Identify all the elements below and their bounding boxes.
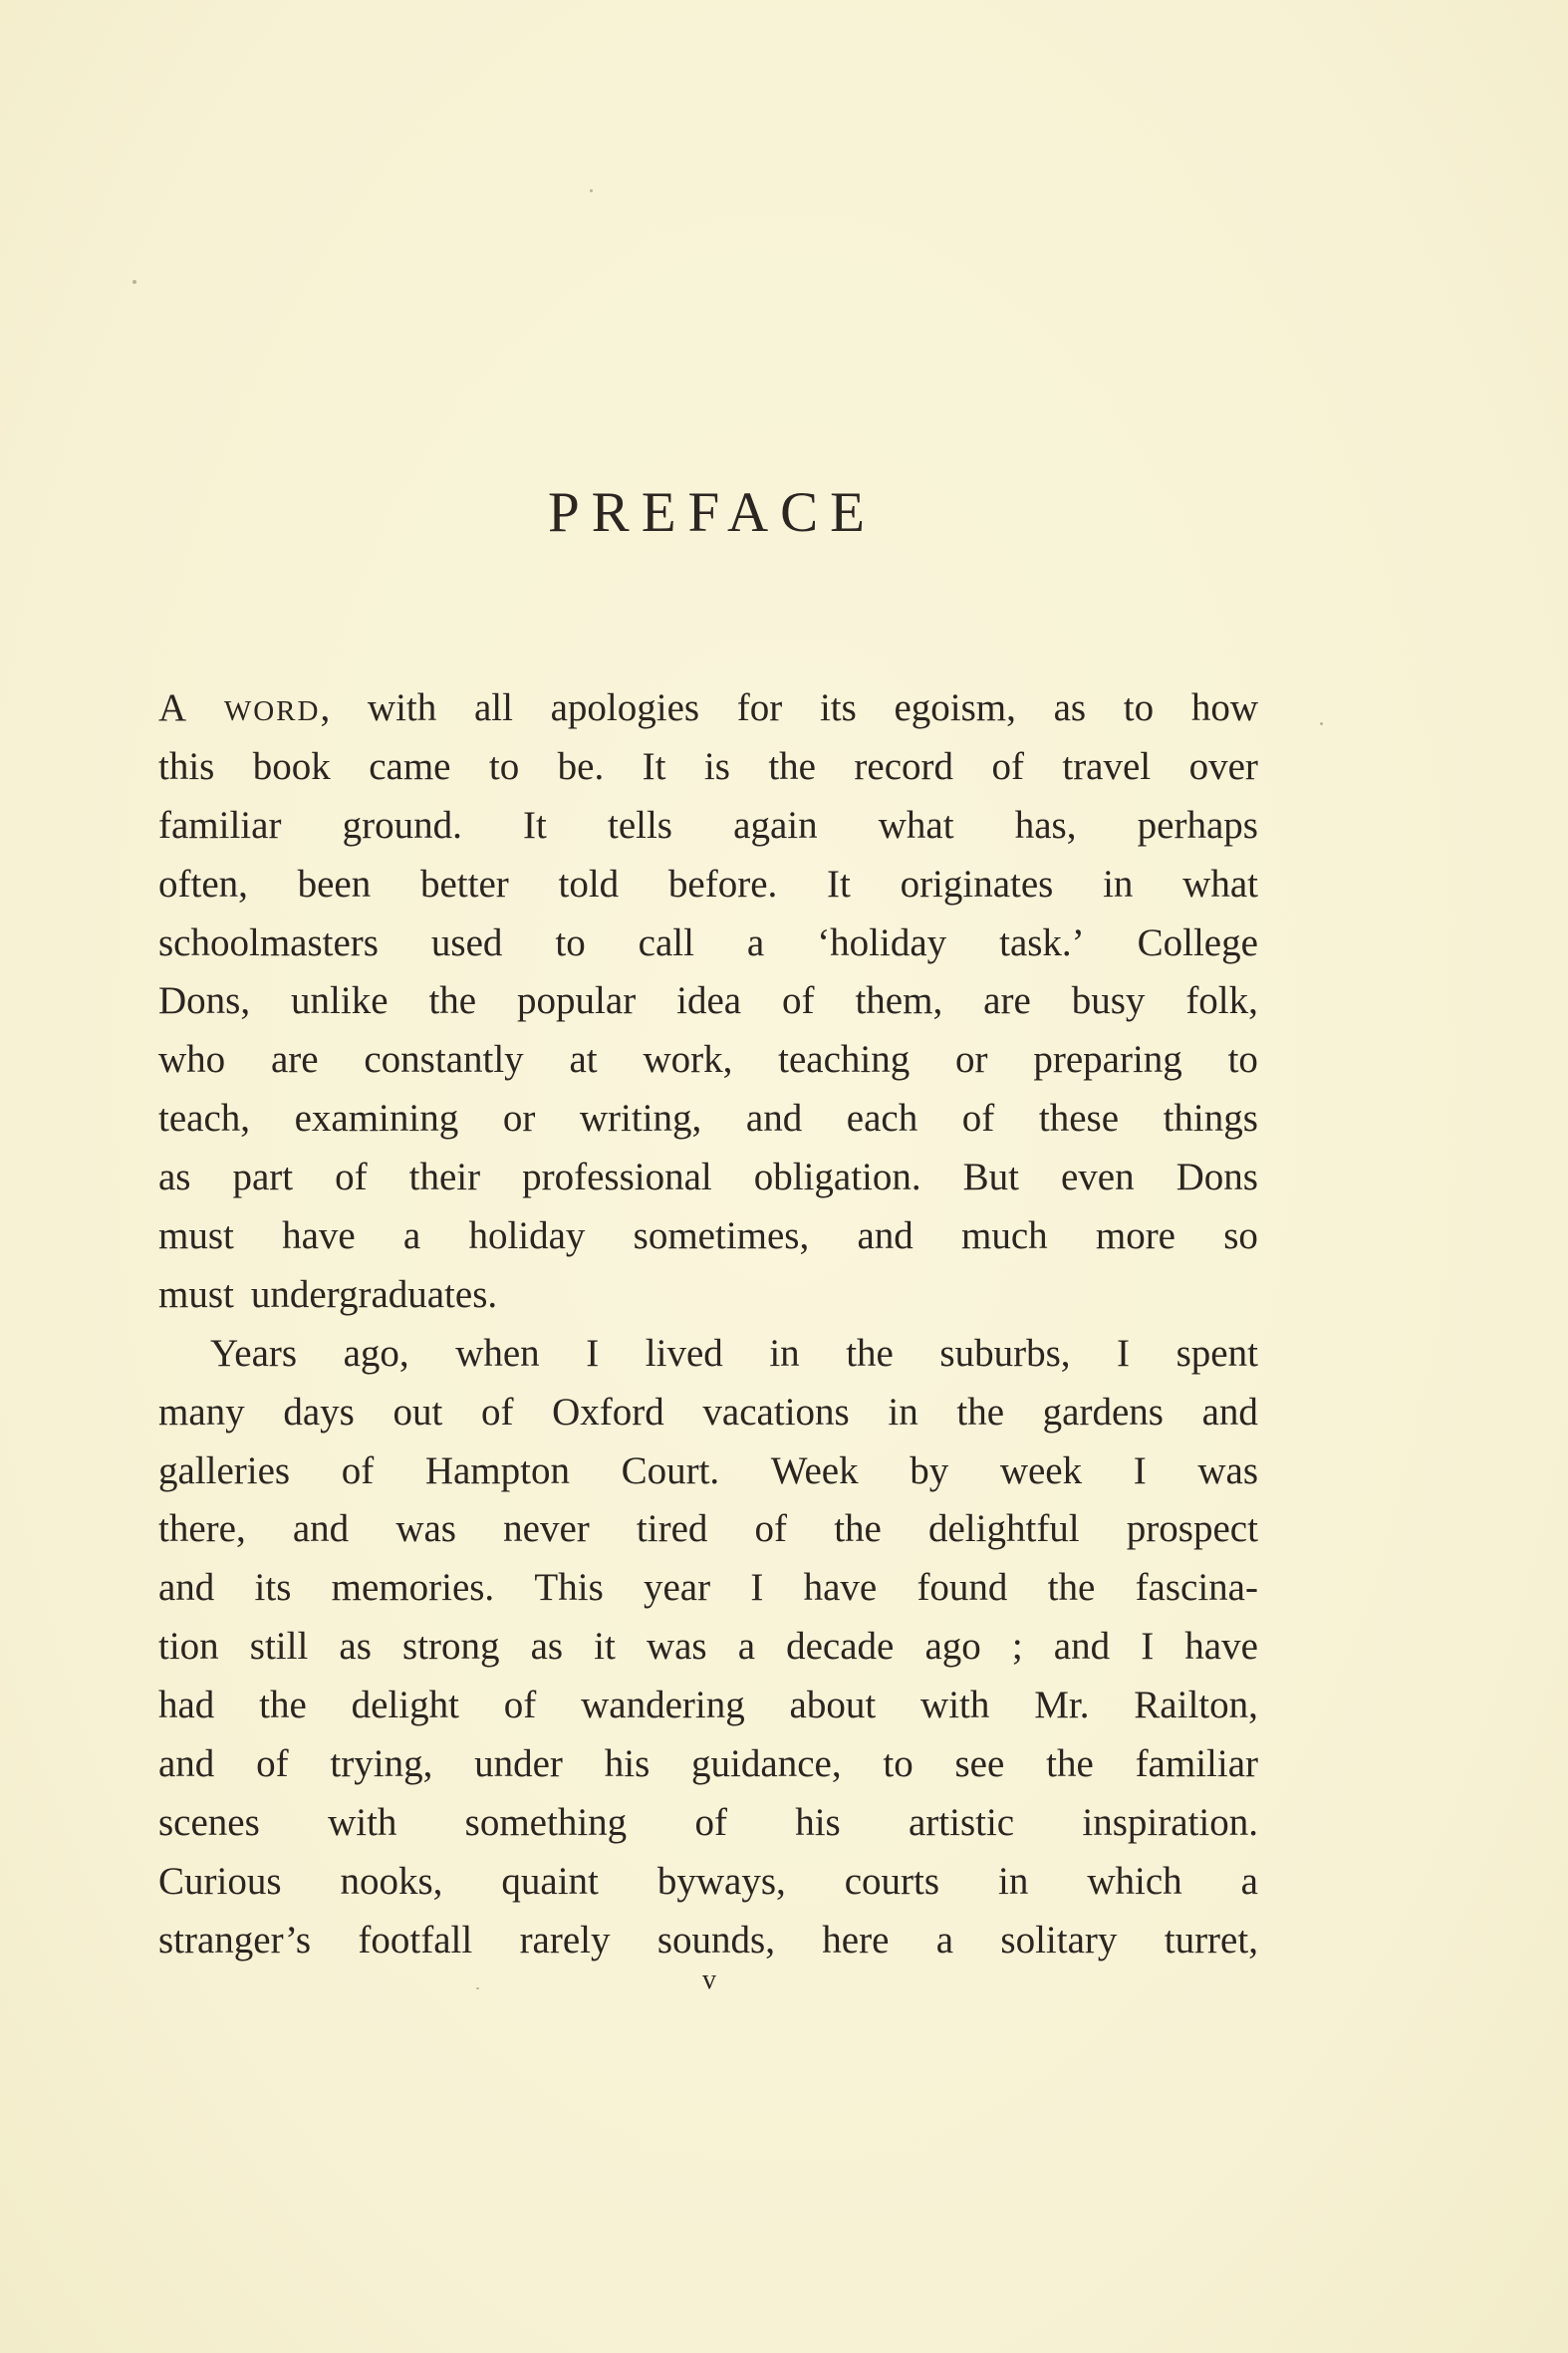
text-line: stranger’s footfall rarely sounds, here a solitary turret,	[158, 1918, 1258, 1961]
text-line: galleries of Hampton Court. Week by week I was	[158, 1448, 1258, 1492]
paper-speck	[1320, 722, 1323, 725]
preface-body	[158, 679, 1258, 1970]
paper-speck	[590, 189, 593, 192]
text-line: who are constantly at work, teaching or preparing to	[158, 1038, 1258, 1082]
text-line: there, and was never tired of the delightful prospect	[158, 1507, 1258, 1551]
page-number: v	[702, 1964, 716, 1995]
text-line: Years ago, when I lived in the suburbs, I spent	[210, 1331, 1258, 1375]
text-line: schoolmasters used to call a ‘holiday task.’ College	[158, 920, 1258, 964]
text-line: teach, examining or writing, and each of these things	[158, 1097, 1258, 1141]
text-line: A WORD, with all apologies for its egoism, as to how	[158, 686, 1258, 729]
text-line: had the delight of wandering about with Mr. Railton,	[158, 1684, 1258, 1727]
text-line: often, been better told before. It originates in what	[158, 862, 1258, 906]
paper-speck	[132, 280, 136, 284]
text-line: many days out of Oxford vacations in the gardens and	[158, 1390, 1258, 1434]
text-line: must undergraduates.	[158, 1272, 498, 1316]
text-line: this book came to be. It is the record of travel over	[158, 744, 1258, 788]
text-line: familiar ground. It tells again what has, perhaps	[158, 803, 1258, 847]
text-line: tion still as strong as it was a decade ago ; and I have	[158, 1625, 1258, 1669]
text-line: Curious nooks, quaint byways, courts in which a	[158, 1859, 1258, 1903]
text-line: Dons, unlike the popular idea of them, are busy folk,	[158, 979, 1258, 1023]
text-line: must have a holiday sometimes, and much more so	[158, 1214, 1258, 1258]
text-line: and its memories. This year I have found the fascina-	[158, 1566, 1258, 1610]
text-line: as part of their professional obligation. But even Dons	[158, 1156, 1258, 1199]
text-line: scenes with something of his artistic inspiration.	[158, 1800, 1258, 1844]
page-title: PREFACE	[547, 481, 877, 544]
text-line: and of trying, under his guidance, to see the familiar	[158, 1742, 1258, 1786]
